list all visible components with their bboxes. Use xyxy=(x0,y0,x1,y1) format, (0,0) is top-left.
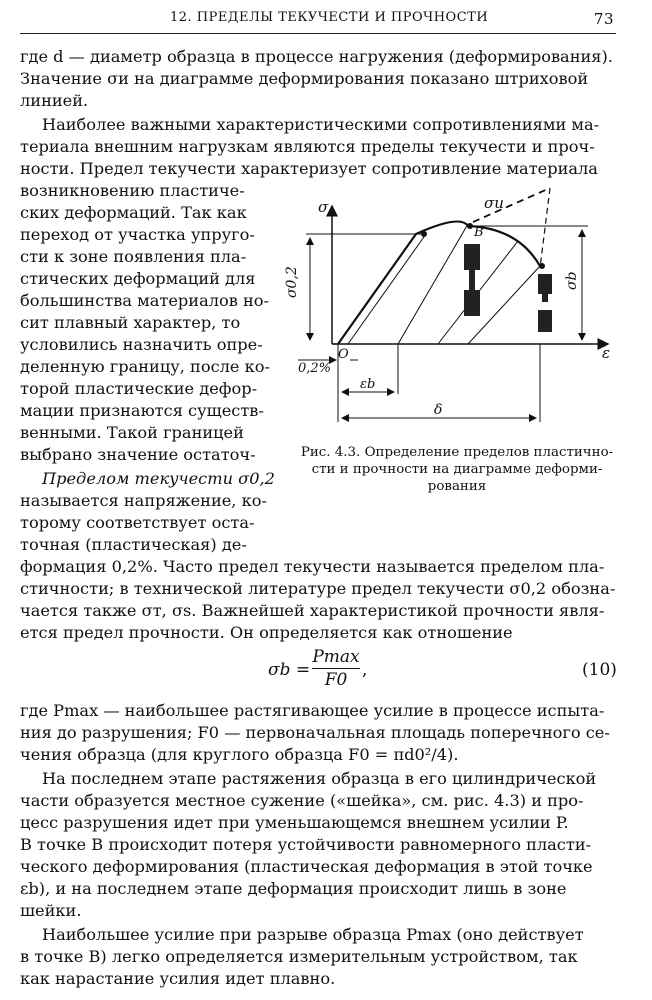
text-line: В точке B происходит потеря устойчивости равномерного пласти- xyxy=(20,835,592,854)
formula-denominator: F0 xyxy=(324,670,348,690)
text-line: большинства материалов но- xyxy=(20,291,270,310)
section-title: 12. ПРЕДЕЛЫ ТЕКУЧЕСТИ И ПРОЧНОСТИ xyxy=(170,10,489,25)
text-line: Наибольшее усилие при разрыве образца Pmax (оно действует xyxy=(42,925,584,944)
caption-line: Рис. 4.3. Определение пределов пластично- xyxy=(300,445,614,460)
label-origin: O xyxy=(338,347,349,362)
text-line: стичности; в технической литературе предел текучести σ0,2 обозна- xyxy=(20,579,616,598)
stress-strain-diagram xyxy=(284,186,620,436)
label-offset: 0,2% xyxy=(298,361,332,376)
header-rule xyxy=(20,33,616,34)
label-eps-b: εb xyxy=(360,377,376,392)
specimen-necking-icon xyxy=(464,244,480,316)
label-b: B xyxy=(474,225,484,240)
unload-line-2 xyxy=(348,234,426,344)
text-line: возникновению пластиче- xyxy=(20,181,245,200)
text-line: териала внешним нагрузкам являются пределы текучести и проч- xyxy=(20,137,595,156)
text-line: где Pmax — наибольшее растягивающее усилие в процессе испыта- xyxy=(20,701,605,720)
caption-line: рования xyxy=(427,479,487,494)
text-line: εb), и на последнем этапе деформация происходит лишь в зоне xyxy=(20,879,567,898)
running-header xyxy=(20,10,620,32)
text-line: чается также σт, σs. Важнейшей характеристикой прочности явля- xyxy=(20,601,605,620)
formula-10 xyxy=(0,646,652,696)
stress-strain-curve xyxy=(338,222,540,345)
formula-fraction xyxy=(312,646,360,691)
text-line: формация 0,2%. Часто предел текучести называется пределом пла- xyxy=(20,557,605,576)
text-line: сти к зоне появления пла- xyxy=(20,247,247,266)
dashed-vertical xyxy=(540,188,550,268)
label-eps: ε xyxy=(602,344,611,362)
text-line: переход от участка упруго- xyxy=(20,225,255,244)
text-line: выбрано значение остаточ- xyxy=(20,445,256,464)
text-line: венными. Такой границей xyxy=(20,423,244,442)
text-line: Пределом текучести σ0,2 xyxy=(42,469,275,488)
specimen-broken-icon xyxy=(538,274,552,332)
label-sigma02: σ0,2 xyxy=(284,266,300,298)
text-line: На последнем этапе растяжения образца в его цилиндрической xyxy=(42,769,597,788)
text-line: как нарастание усилия идет плавно. xyxy=(20,969,336,988)
text-line: Наиболее важными характеристическими сопротивлениями ма- xyxy=(42,115,600,134)
text-line: ности. Предел текучести характеризует сопротивление материала xyxy=(20,159,598,178)
label-delta: δ xyxy=(434,402,443,418)
text-line: шейки. xyxy=(20,901,82,920)
label-sigma-true: σи xyxy=(484,194,504,212)
text-line: называется напряжение, ко- xyxy=(20,491,267,510)
formula-numerator: Pmax xyxy=(312,647,360,667)
equation-number: (10) xyxy=(582,660,617,680)
text-line: части образуется местное сужение («шейка», см. рис. 4.3) и про- xyxy=(20,791,584,810)
text-line: ния до разрушения; F0 — первоначальная площадь поперечного се- xyxy=(20,723,610,742)
text-line: торой пластические дефор- xyxy=(20,379,258,398)
text-line: цесс разрушения идет при уменьшающемся внешнем усилии P. xyxy=(20,813,569,832)
text-line: торому соответствует оста- xyxy=(20,513,255,532)
text-line: в точке B) легко определяется измерительным устройством, так xyxy=(20,947,578,966)
text-line: ческого деформирования (пластическая деформация в этой точке xyxy=(20,857,593,876)
text-line: мации признаются существ- xyxy=(20,401,264,420)
formula-comma: , xyxy=(362,660,368,680)
figure-caption xyxy=(296,444,618,495)
text-line: Значение σи на диаграмме деформирования показано штриховой xyxy=(20,69,589,88)
text-line: сит плавный характер, то xyxy=(20,313,241,332)
label-sigma: σ xyxy=(318,198,329,216)
unload-line-3 xyxy=(398,224,468,344)
formula-lhs: σb = xyxy=(268,660,311,680)
text-line: ется предел прочности. Он определяется как отношение xyxy=(20,623,513,642)
caption-line: сти и прочности на диаграмме деформи- xyxy=(311,462,603,477)
text-line: деленную границу, после ко- xyxy=(20,357,270,376)
text-line: чения образца (для круглого образца F0 = πd0²/4). xyxy=(20,745,459,764)
text-line: стических деформаций для xyxy=(20,269,256,288)
text-line: ских деформаций. Так как xyxy=(20,203,247,222)
text-line: где d — диаметр образца в процессе нагружения (деформирования). xyxy=(20,47,613,66)
label-sigmab: σb xyxy=(564,271,580,290)
point-rupture xyxy=(539,263,545,269)
text-line: условились назначить опре- xyxy=(20,335,263,354)
text-line: линией. xyxy=(20,91,89,110)
page-number: 73 xyxy=(593,10,614,28)
text-line: точная (пластическая) де- xyxy=(20,535,247,554)
